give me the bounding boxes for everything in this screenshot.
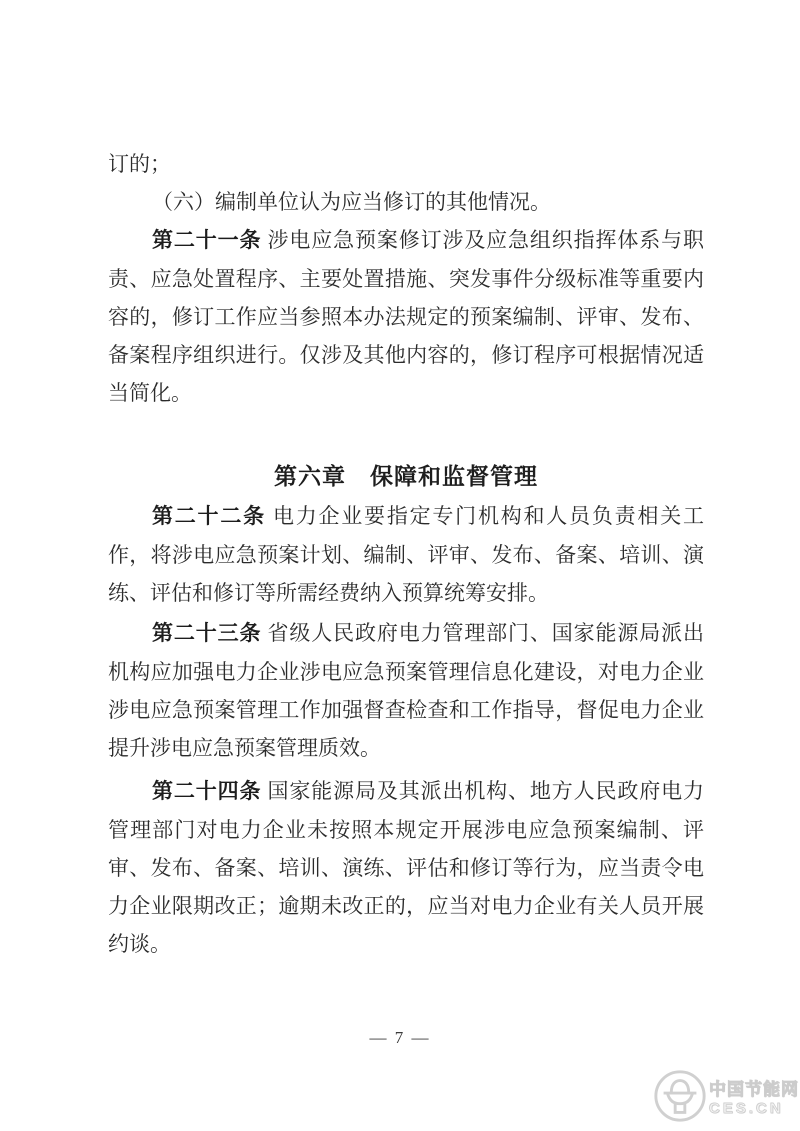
chapter-heading: 第六章 保障和监督管理 [274, 463, 538, 489]
watermark-text [709, 1080, 799, 1117]
paragraph-article-23 [108, 614, 704, 767]
article-number-label: 第二十三条 [152, 622, 262, 645]
body-line: 备案程序组织进行。仅涉及其他内容的，修订程序可根据情况适 [108, 343, 704, 367]
watermark-site-name: 中国节能网 [709, 1080, 799, 1100]
paragraph-article-24 [108, 772, 704, 963]
ces-logo-icon [652, 1068, 708, 1129]
watermark-site-domain: CES.CN [709, 1099, 784, 1117]
article-line-text: 涉电应急预案修订涉及应急组织指挥体系与职 [267, 228, 705, 252]
body-line: 机构应加强电力企业涉电应急预案管理信息化建设，对电力企业 [108, 660, 704, 684]
body-line: 当简化。 [108, 381, 192, 405]
paragraph-item-6 [108, 183, 704, 221]
body-line: 管理部门对电力企业未按照本规定开展涉电应急预案编制、评 [108, 818, 704, 842]
body-line: 作，将涉电应急预案计划、编制、评审、发布、备案、培训、演 [108, 543, 704, 567]
body-line [108, 772, 704, 811]
body-line: 审、发布、备案、培训、演练、评估和修订等行为，应当责令电 [108, 856, 704, 880]
body-line: 力企业限期改正；逾期未改正的，应当对电力企业有关人员开展 [108, 894, 704, 918]
article-number-label: 第二十二条 [152, 505, 266, 528]
paragraph-continuation [108, 145, 704, 183]
body-line: 涉电应急预案管理工作加强督查检查和工作指导，督促电力企业 [108, 698, 704, 722]
body-line: 容的，修订工作应当参照本办法规定的预案编制、评审、发布、 [108, 305, 704, 329]
article-number-label: 第二十一条 [152, 229, 262, 252]
watermark [652, 1068, 799, 1129]
document-text-block [108, 145, 704, 963]
page-number: — 7 — [369, 1028, 431, 1047]
body-line: 责、应急处置程序、主要处置措施、突发事件分级标准等重要内 [108, 267, 704, 291]
article-line-text: 电力企业要指定专门机构和人员负责相关工 [272, 504, 704, 528]
body-line [108, 497, 704, 536]
body-line: 约谈。 [108, 932, 171, 956]
article-number-label: 第二十四条 [152, 780, 262, 803]
body-line [108, 221, 704, 260]
body-line [108, 614, 704, 653]
article-line-text: 省级人民政府电力管理部门、国家能源局派出 [267, 621, 705, 645]
body-line: 练、评估和修订等所需经费纳入预算统筹安排。 [108, 581, 549, 605]
body-line: 订的； [108, 152, 171, 176]
paragraph-article-21 [108, 221, 704, 412]
body-line: （六）编制单位认为应当修订的其他情况。 [152, 190, 551, 214]
article-line-text: 国家能源局及其派出机构、地方人民政府电力 [267, 779, 705, 803]
body-line: 提升涉电应急预案管理质效。 [108, 736, 381, 760]
paragraph-article-22 [108, 497, 704, 612]
